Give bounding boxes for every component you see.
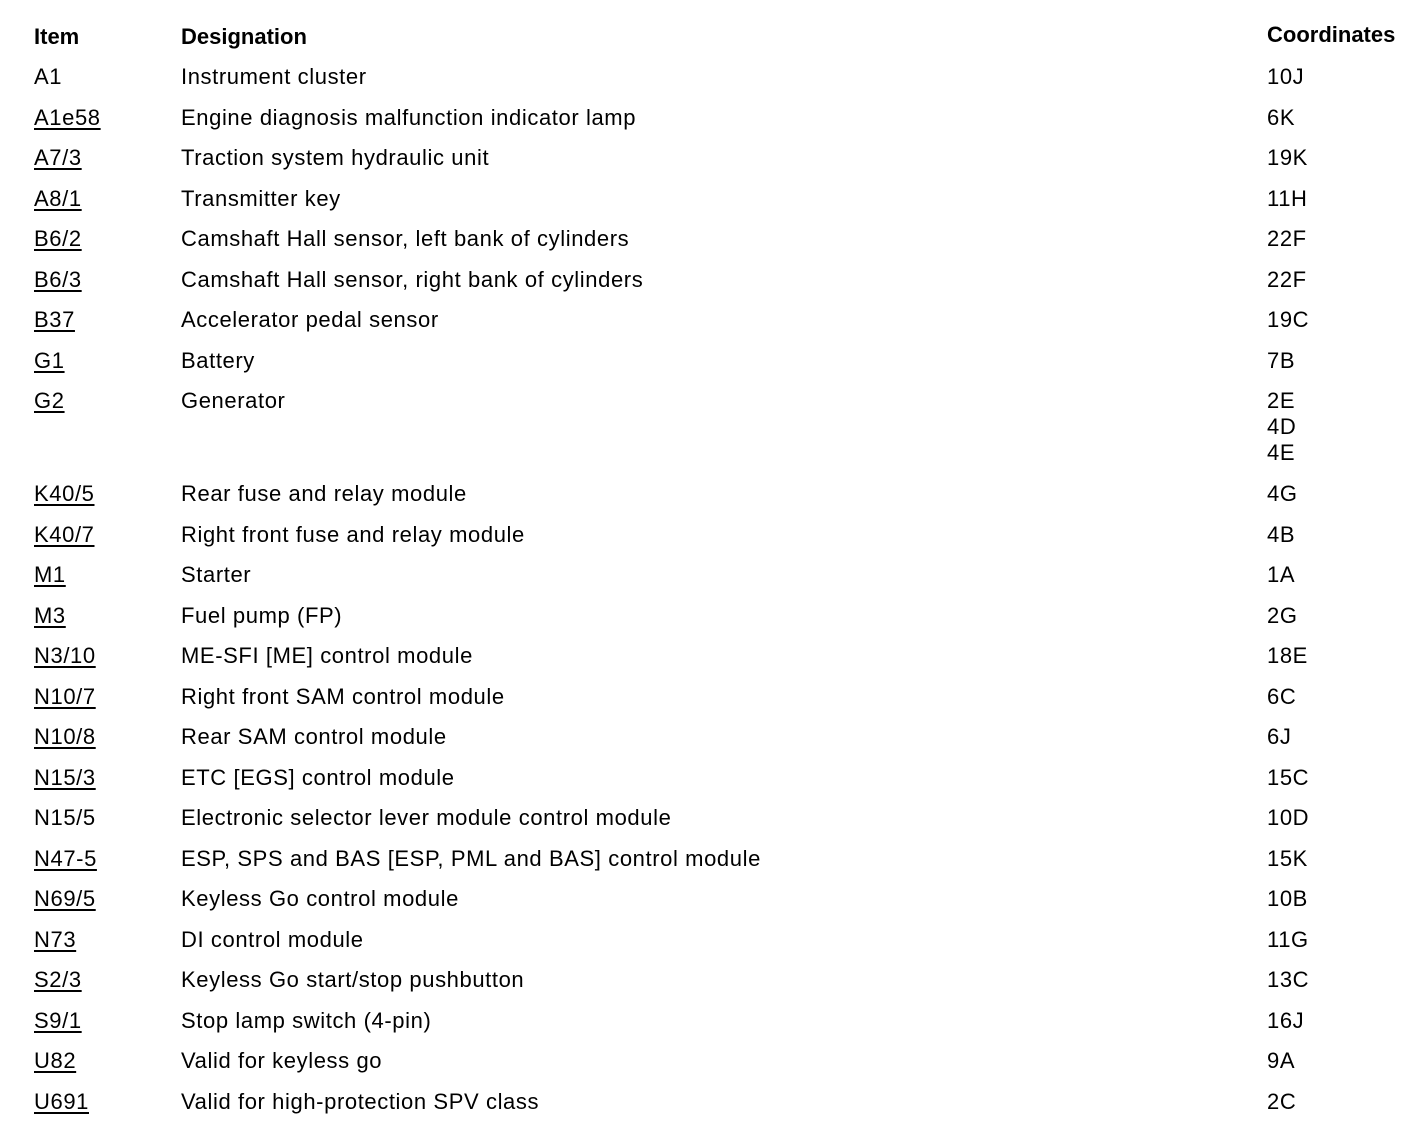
item-designation: Camshaft Hall sensor, right bank of cylinders	[181, 266, 644, 292]
item-coordinates	[1267, 724, 1291, 750]
item-coordinates	[1267, 105, 1295, 131]
legend-row	[0, 678, 1408, 719]
item-designation: ETC [EGS] control module	[181, 764, 455, 790]
coordinate-value: 4E	[1267, 440, 1296, 465]
coordinate-value: 4G	[1267, 481, 1298, 506]
legend-row	[0, 556, 1408, 597]
item-designation: Accelerator pedal sensor	[181, 307, 439, 332]
item-coordinates	[1267, 267, 1307, 293]
item-coordinates	[1267, 1089, 1296, 1115]
coordinate-value: 22F	[1267, 266, 1307, 292]
item-code: N15/5	[34, 805, 96, 830]
item-code-link[interactable]: K40/5	[34, 481, 95, 506]
item-code: A1	[34, 64, 63, 89]
item-designation: Rear fuse and relay module	[181, 481, 467, 506]
coordinate-value: 6K	[1267, 104, 1296, 130]
legend-row	[0, 718, 1408, 759]
item-designation: Traction system hydraulic unit	[181, 145, 490, 170]
item-designation: Engine diagnosis malfunction indicator lamp	[181, 104, 637, 130]
item-code-link[interactable]: N10/8	[34, 724, 96, 749]
item-code-link[interactable]: N73	[34, 926, 77, 952]
coordinate-value: 19K	[1267, 145, 1308, 170]
legend-row	[0, 759, 1408, 800]
coordinate-value: 10D	[1267, 805, 1310, 830]
item-designation: Camshaft Hall sensor, left bank of cylinders	[181, 226, 630, 251]
coordinate-value: 7B	[1267, 347, 1296, 373]
coordinate-value: 15K	[1267, 845, 1308, 871]
item-coordinates	[1267, 967, 1309, 993]
header-designation: Designation	[181, 24, 307, 49]
coordinate-value: 1A	[1267, 562, 1296, 587]
item-designation: Valid for high-protection SPV class	[181, 1088, 540, 1114]
header-coordinates: Coordinates	[1267, 22, 1396, 47]
legend-row	[0, 597, 1408, 638]
coordinate-value: 4D	[1267, 414, 1297, 439]
item-code-link[interactable]: K40/7	[34, 521, 95, 547]
legend-row	[0, 301, 1408, 342]
legend-row	[0, 58, 1408, 99]
item-designation: Generator	[181, 388, 286, 413]
legend-row	[0, 220, 1408, 261]
item-coordinates	[1267, 603, 1298, 629]
item-designation: Keyless Go start/stop pushbutton	[181, 967, 525, 992]
coordinate-value: 18E	[1267, 643, 1308, 668]
legend-row	[0, 261, 1408, 302]
coordinate-value: 10J	[1267, 64, 1305, 89]
coordinate-value: 11H	[1267, 185, 1308, 211]
item-designation: Right front fuse and relay module	[181, 521, 525, 547]
item-coordinates	[1267, 145, 1308, 171]
item-designation: Valid for keyless go	[181, 1048, 383, 1073]
item-coordinates	[1267, 1008, 1304, 1034]
item-coordinates	[1267, 1048, 1295, 1074]
coordinate-value: 16J	[1267, 1007, 1305, 1033]
item-coordinates	[1267, 481, 1298, 507]
item-code-link[interactable]: M1	[34, 562, 66, 587]
legend-row	[0, 99, 1408, 140]
item-designation: Keyless Go control module	[181, 886, 459, 911]
legend-row	[0, 921, 1408, 962]
legend-rows	[0, 58, 1408, 1123]
coordinate-value: 15C	[1267, 764, 1310, 790]
coordinate-value: 22F	[1267, 226, 1307, 251]
item-coordinates	[1267, 765, 1309, 791]
item-code-link[interactable]: B6/3	[34, 266, 82, 292]
legend-row	[0, 516, 1408, 557]
legend-row	[0, 1042, 1408, 1083]
item-code-link[interactable]: N47-5	[34, 845, 97, 871]
item-coordinates	[1267, 186, 1308, 212]
item-coordinates	[1267, 927, 1309, 953]
item-coordinates	[1267, 348, 1295, 374]
coordinate-value: 4B	[1267, 521, 1296, 547]
item-designation: ESP, SPS and BAS [ESP, PML and BAS] control module	[181, 845, 761, 871]
coordinate-value: 10B	[1267, 886, 1308, 911]
item-coordinates	[1267, 684, 1296, 710]
item-designation: DI control module	[181, 926, 364, 952]
item-designation: Right front SAM control module	[181, 683, 505, 709]
coordinate-value: 6C	[1267, 683, 1297, 709]
item-code-link[interactable]: S9/1	[34, 1007, 82, 1033]
item-code-link[interactable]: A1e58	[34, 104, 101, 130]
legend-row	[0, 180, 1408, 221]
legend-row	[0, 1002, 1408, 1043]
item-designation: Stop lamp switch (4-pin)	[181, 1007, 432, 1033]
legend-row	[0, 880, 1408, 921]
item-designation: Fuel pump (FP)	[181, 602, 343, 628]
item-designation: Starter	[181, 562, 252, 587]
coordinate-value: 11G	[1267, 926, 1309, 952]
item-code-link[interactable]: A8/1	[34, 185, 82, 211]
legend-header	[0, 18, 1408, 58]
header-item: Item	[34, 24, 80, 49]
item-code-link[interactable]: G1	[34, 347, 65, 373]
legend-row	[0, 139, 1408, 180]
item-coordinates	[1267, 226, 1307, 252]
item-code-link[interactable]: U691	[34, 1088, 89, 1114]
legend-row	[0, 342, 1408, 383]
item-coordinates	[1267, 846, 1308, 872]
item-coordinates	[1267, 522, 1295, 548]
legend-row	[0, 475, 1408, 516]
item-designation: Instrument cluster	[181, 64, 367, 89]
item-coordinates	[1267, 805, 1309, 831]
legend-row	[0, 961, 1408, 1002]
item-coordinates	[1267, 886, 1308, 912]
item-code-link[interactable]: N3/10	[34, 643, 96, 668]
coordinate-value: 6J	[1267, 724, 1292, 749]
item-coordinates	[1267, 388, 1296, 466]
item-designation: Battery	[181, 347, 255, 373]
item-code-link[interactable]: N15/3	[34, 764, 96, 790]
item-code-link[interactable]: N10/7	[34, 683, 96, 709]
coordinate-value: 2C	[1267, 1088, 1297, 1114]
item-designation: Rear SAM control module	[181, 724, 447, 749]
item-coordinates	[1267, 643, 1308, 669]
item-coordinates	[1267, 562, 1295, 588]
coordinate-value: 2E	[1267, 388, 1296, 413]
item-code-link[interactable]: N69/5	[34, 886, 96, 911]
item-code-link[interactable]: B6/2	[34, 226, 82, 251]
item-code-link[interactable]: G2	[34, 388, 65, 413]
legend-row	[0, 637, 1408, 678]
legend-row	[0, 799, 1408, 840]
coordinate-value: 13C	[1267, 967, 1310, 992]
item-code-link[interactable]: A7/3	[34, 145, 82, 170]
item-designation: Electronic selector lever module control module	[181, 805, 672, 830]
item-designation: Transmitter key	[181, 185, 341, 211]
item-coordinates	[1267, 64, 1304, 90]
item-code-link[interactable]: S2/3	[34, 967, 82, 992]
item-code-link[interactable]: M3	[34, 602, 66, 628]
item-code-link[interactable]: U82	[34, 1048, 77, 1073]
item-designation: ME-SFI [ME] control module	[181, 643, 473, 668]
coordinate-value: 9A	[1267, 1048, 1296, 1073]
legend-row	[0, 840, 1408, 881]
item-coordinates	[1267, 307, 1309, 333]
legend-row	[0, 1083, 1408, 1124]
item-code-link[interactable]: B37	[34, 307, 75, 332]
legend-row	[0, 382, 1408, 475]
coordinate-value: 19C	[1267, 307, 1310, 332]
coordinate-value: 2G	[1267, 602, 1298, 628]
